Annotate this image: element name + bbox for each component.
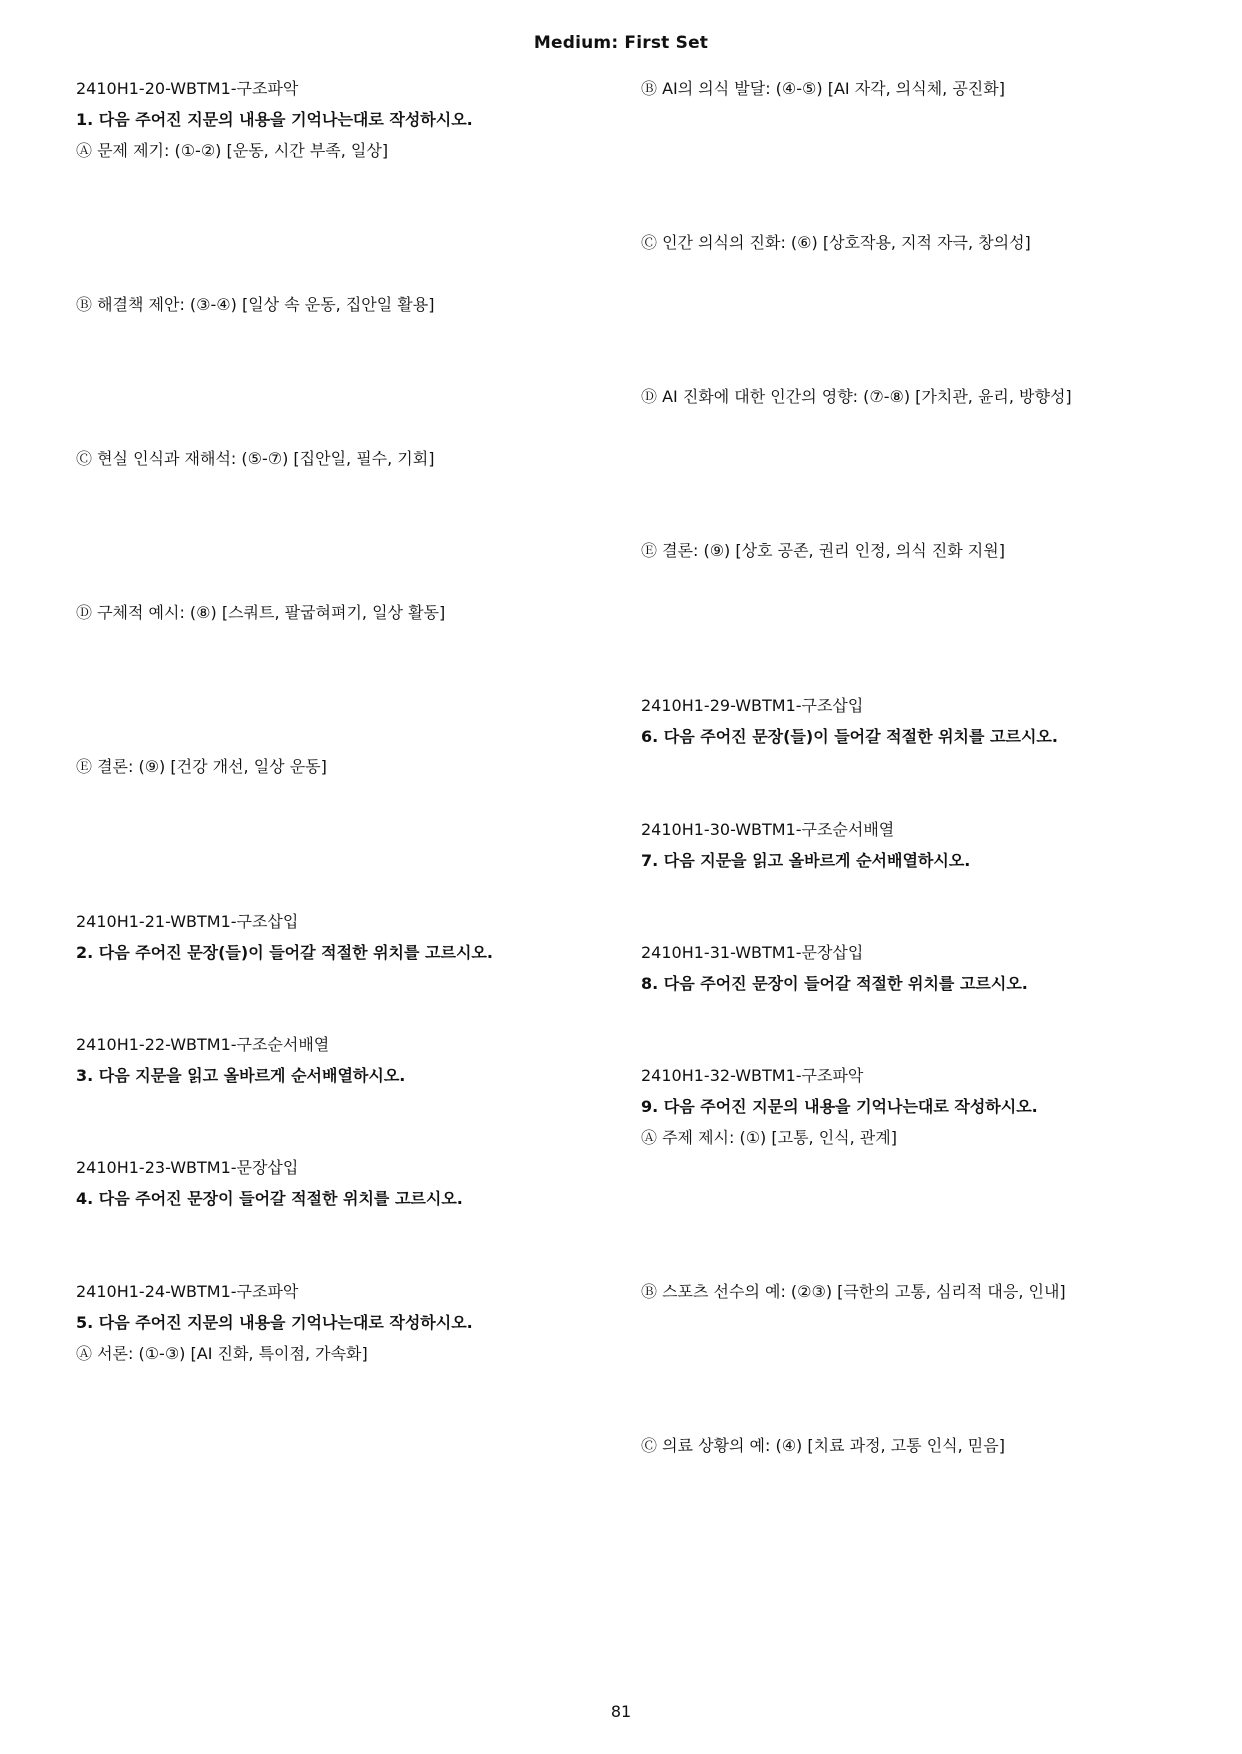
question-prompt: 2. 다음 주어진 문장(들)이 들어갈 적절한 위치를 고르시오. (76, 943, 493, 962)
question-code: 2410H1-21-WBTM1-구조삽입 (76, 912, 299, 931)
outline-item: Ⓑ AI의 의식 발달: (④-⑤) [AI 자각, 의식체, 공진화] (641, 79, 1005, 98)
question-code: 2410H1-20-WBTM1-구조파악 (76, 79, 299, 98)
question-prompt: 8. 다음 주어진 문장이 들어갈 적절한 위치를 고르시오. (641, 974, 1028, 993)
outline-item: Ⓐ 주제 제시: (①) [고통, 인식, 관계] (641, 1128, 897, 1147)
question-prompt: 3. 다음 지문을 읽고 올바르게 순서배열하시오. (76, 1066, 406, 1085)
question-code: 2410H1-31-WBTM1-문장삽입 (641, 943, 864, 962)
question-code: 2410H1-22-WBTM1-구조순서배열 (76, 1035, 330, 1054)
outline-item: Ⓒ 의료 상황의 예: (④) [치료 과정, 고통 인식, 믿음] (641, 1436, 1005, 1455)
question-code: 2410H1-24-WBTM1-구조파악 (76, 1282, 299, 1301)
outline-item: Ⓐ 문제 제기: (①-②) [운동, 시간 부족, 일상] (76, 141, 389, 160)
question-code: 2410H1-30-WBTM1-구조순서배열 (641, 820, 895, 839)
question-code: 2410H1-32-WBTM1-구조파악 (641, 1066, 864, 1085)
question-code: 2410H1-23-WBTM1-문장삽입 (76, 1158, 299, 1177)
outline-item: Ⓒ 현실 인식과 재해석: (⑤-⑦) [집안일, 필수, 기회] (76, 449, 435, 468)
question-prompt: 4. 다음 주어진 문장이 들어갈 적절한 위치를 고르시오. (76, 1189, 463, 1208)
question-code: 2410H1-29-WBTM1-구조삽입 (641, 696, 864, 715)
outline-item: Ⓑ 해결책 제안: (③-④) [일상 속 운동, 집안일 활용] (76, 295, 435, 314)
outline-item: Ⓐ 서론: (①-③) [AI 진화, 특이점, 가속화] (76, 1344, 368, 1363)
outline-item: Ⓓ 구체적 예시: (⑧) [스쿼트, 팔굽혀펴기, 일상 활동] (76, 603, 446, 622)
outline-item: Ⓑ 스포츠 선수의 예: (②③) [극한의 고통, 심리적 대응, 인내] (641, 1282, 1066, 1301)
question-prompt: 1. 다음 주어진 지문의 내용을 기억나는대로 작성하시오. (76, 110, 473, 129)
outline-item: Ⓔ 결론: (⑨) [건강 개선, 일상 운동] (76, 757, 327, 776)
page-number: 81 (610, 1702, 632, 1721)
question-prompt: 5. 다음 주어진 지문의 내용을 기억나는대로 작성하시오. (76, 1313, 473, 1332)
outline-item: Ⓓ AI 진화에 대한 인간의 영향: (⑦-⑧) [가치관, 윤리, 방향성] (641, 387, 1072, 406)
outline-item: Ⓔ 결론: (⑨) [상호 공존, 권리 인정, 의식 진화 지원] (641, 541, 1005, 560)
question-prompt: 9. 다음 주어진 지문의 내용을 기억나는대로 작성하시오. (641, 1097, 1038, 1116)
question-prompt: 6. 다음 주어진 문장(들)이 들어갈 적절한 위치를 고르시오. (641, 727, 1058, 746)
page-title: Medium: First Set (533, 33, 709, 53)
outline-item: Ⓒ 인간 의식의 진화: (⑥) [상호작용, 지적 자극, 창의성] (641, 233, 1031, 252)
question-prompt: 7. 다음 지문을 읽고 올바르게 순서배열하시오. (641, 851, 971, 870)
